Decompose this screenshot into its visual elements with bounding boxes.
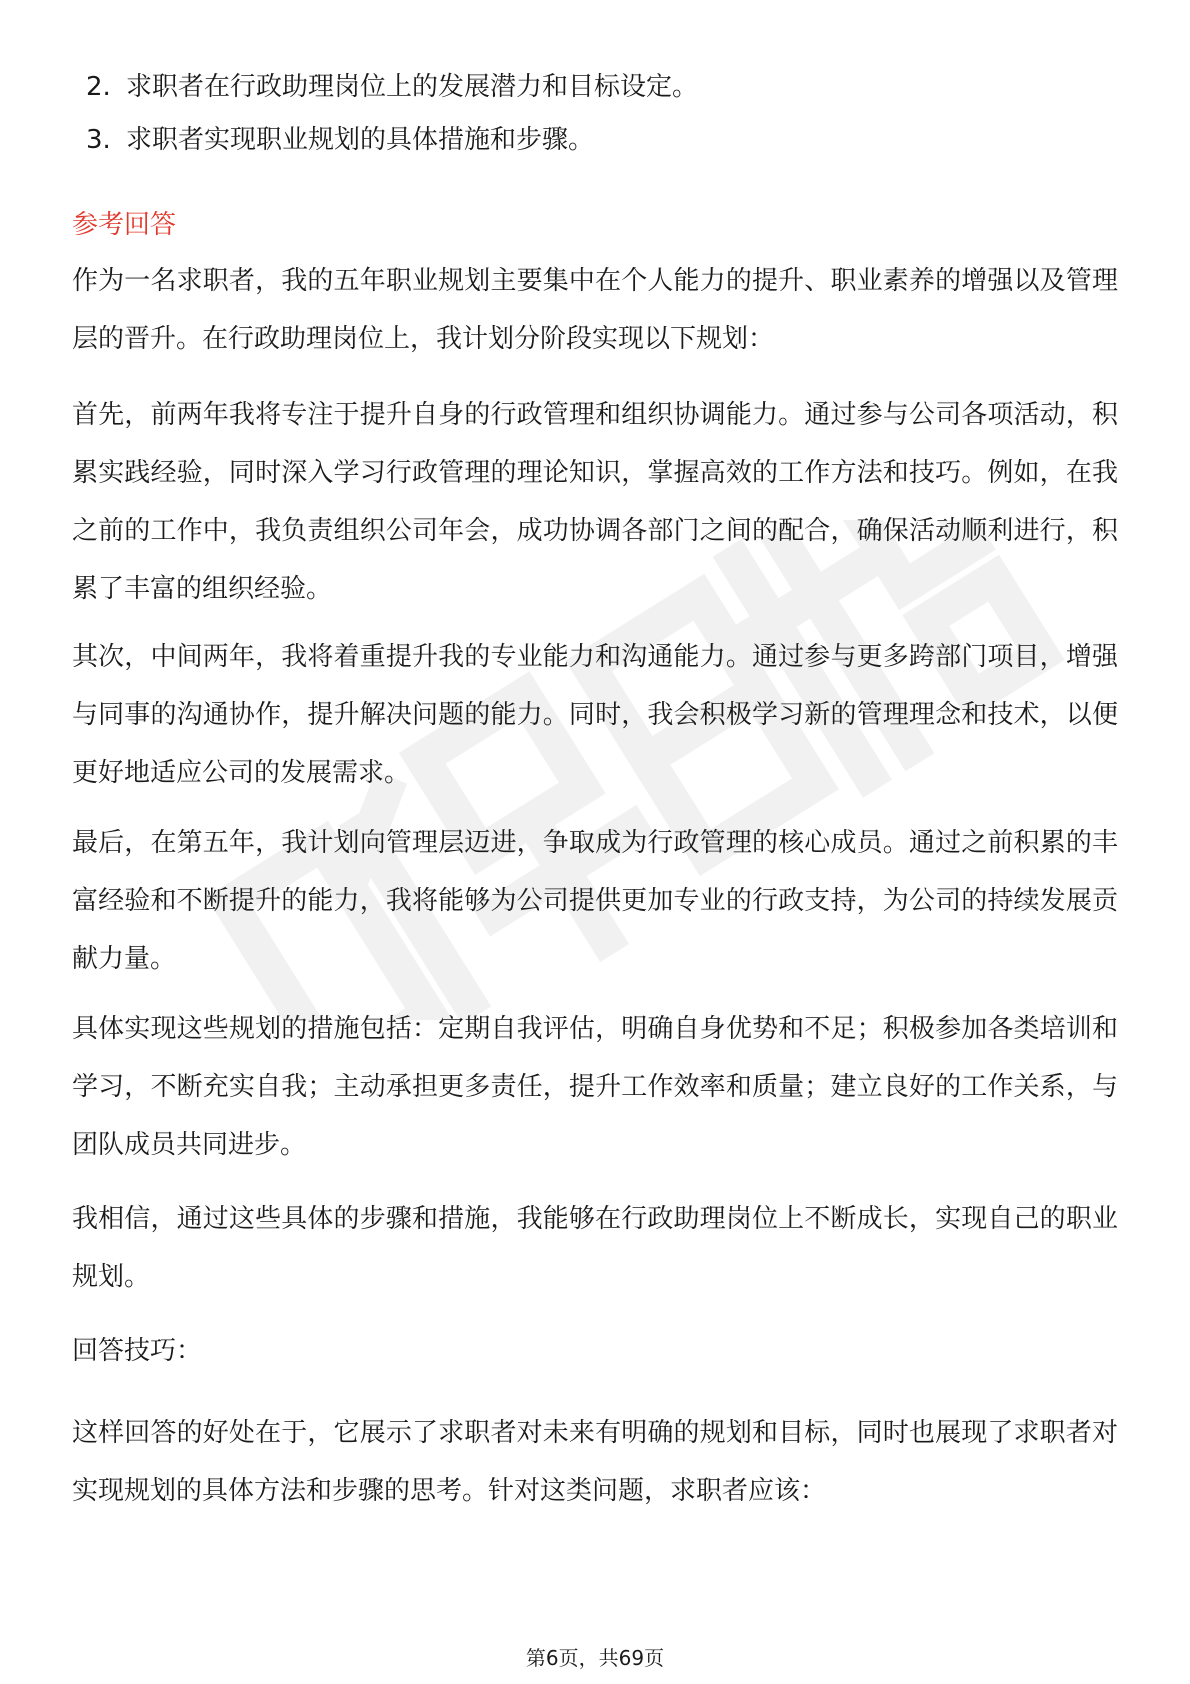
paragraph-second-stage: 其次，中间两年，我将着重提升我的专业能力和沟通能力。通过参与更多跨部门项目，增强与同事的沟通协作，提升解决问题的能力。同时，我会积极学习新的管理理念和技术，以便更好地适应公司的发展需求。 xyxy=(72,642,1118,788)
list-text: 求职者实现职业规划的具体措施和步骤。 xyxy=(126,125,595,155)
paragraph-tips: 这样回答的好处在于，它展示了求职者对未来有明确的规划和目标，同时也展现了求职者对实现规划的具体方法和步骤的思考。针对这类问题，求职者应该： xyxy=(72,1418,1118,1506)
list-item xyxy=(86,120,594,160)
list-number: 3. xyxy=(86,125,111,155)
list-item xyxy=(86,67,698,107)
page-footer: 第6页，共69页 xyxy=(525,1646,665,1670)
list-text: 求职者在行政助理岗位上的发展潜力和目标设定。 xyxy=(126,72,699,102)
paragraph-final-stage: 最后，在第五年，我计划向管理层迈进，争取成为行政管理的核心成员。通过之前积累的丰富经验和不断提升的能力，我将能够为公司提供更加专业的行政支持，为公司的持续发展贡献力量。 xyxy=(72,828,1118,974)
paragraph-first-stage: 首先，前两年我将专注于提升自身的行政管理和组织协调能力。通过参与公司各项活动，积累实践经验，同时深入学习行政管理的理论知识，掌握高效的工作方法和技巧。例如，在我之前的工作中，我负责组织公司年会，成功协调各部门之间的配合，确保活动顺利进行，积累了丰富的组织经验。 xyxy=(72,400,1118,604)
paragraph-conclusion: 我相信，通过这些具体的步骤和措施，我能够在行政助理岗位上不断成长，实现自己的职业规划。 xyxy=(72,1204,1118,1292)
paragraph-intro: 作为一名求职者，我的五年职业规划主要集中在个人能力的提升、职业素养的增强以及管理层的晋升。在行政助理岗位上，我计划分阶段实现以下规划： xyxy=(72,266,1118,354)
paragraph-measures: 具体实现这些规划的措施包括：定期自我评估，明确自身优势和不足；积极参加各类培训和学习，不断充实自我；主动承担更多责任，提升工作效率和质量；建立良好的工作关系，与团队成员共同进步。 xyxy=(72,1014,1118,1160)
tips-label: 回答技巧： xyxy=(72,1336,203,1366)
list-number: 2. xyxy=(86,72,111,102)
answer-heading: 参考回答 xyxy=(72,210,177,240)
